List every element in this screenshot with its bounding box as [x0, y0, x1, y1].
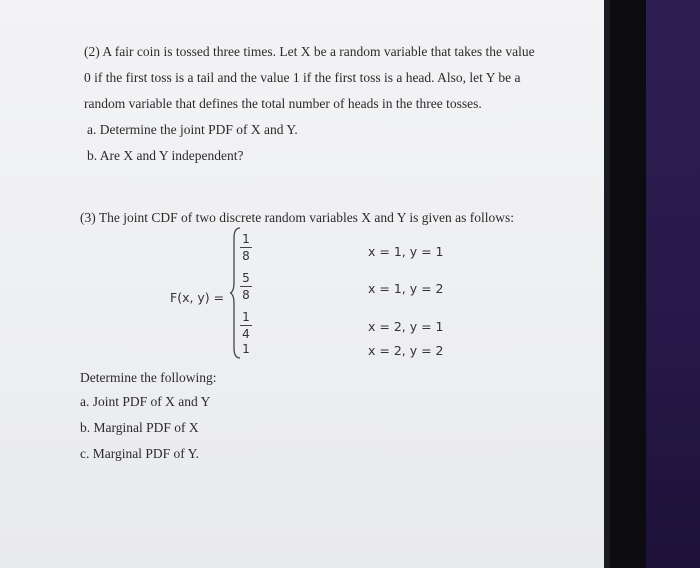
problem-2-part-b: b. Are X and Y independent? — [87, 148, 244, 163]
case-2-fraction — [239, 271, 253, 302]
device-bezel — [604, 0, 646, 568]
problem-3-part-b: b. Marginal PDF of X — [80, 420, 199, 435]
case-4-value — [239, 342, 253, 356]
problem-2-part-a: a. Determine the joint PDF of X and Y. — [87, 122, 298, 137]
determine-prompt: Determine the following: — [80, 370, 217, 385]
problem-3-part-a: a. Joint PDF of X and Y — [80, 394, 211, 409]
function-label: F(x, y) = — [170, 290, 225, 305]
case-2-condition: x = 1, y = 2 — [368, 281, 444, 296]
problem-3-part-c: c. Marginal PDF of Y. — [80, 446, 200, 461]
case-1-denominator: 8 — [242, 249, 250, 263]
case-2-denominator: 8 — [242, 288, 250, 302]
case-1-fraction — [239, 232, 253, 263]
case-4-condition: x = 2, y = 2 — [368, 343, 444, 358]
case-2-numerator: 5 — [242, 271, 250, 285]
case-3-fraction — [239, 310, 253, 341]
case-1-numerator: 1 — [242, 232, 250, 246]
case-3-condition: x = 2, y = 1 — [368, 319, 444, 334]
problem-3-intro: (3) The joint CDF of two discrete random variables X and Y is given as follows: — [80, 210, 515, 225]
case-1-condition: x = 1, y = 1 — [368, 244, 444, 259]
case-3-denominator: 4 — [242, 327, 250, 341]
problem-2-line-1: (2) A fair coin is tossed three times. Let X be a random variable that takes the value — [84, 44, 535, 59]
case-3-numerator: 1 — [242, 310, 250, 324]
case-4-numerator: 1 — [242, 342, 250, 356]
problem-2-line-3: random variable that defines the total number of heads in the three tosses. — [84, 96, 482, 111]
problem-2-line-2: 0 if the first toss is a tail and the value 1 if the first toss is a head. Also, let Y be a — [84, 70, 521, 85]
